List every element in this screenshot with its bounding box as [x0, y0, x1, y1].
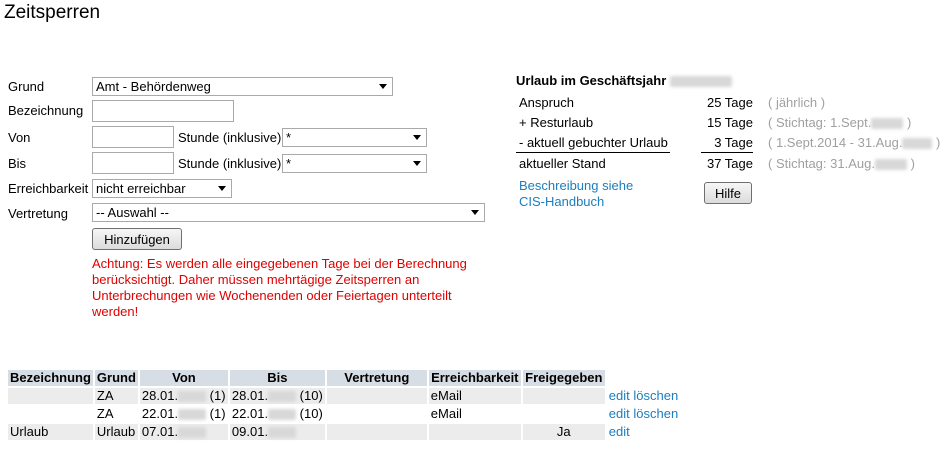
cell-von: 22.01. (1) [140, 406, 228, 422]
urlaub-row-note: ( jährlich ) [768, 95, 826, 110]
cell-bis: 28.01. (10) [231, 388, 323, 403]
cell-vertretung [327, 406, 427, 422]
table-row [8, 424, 683, 440]
von-date-input[interactable] [92, 126, 174, 148]
col-header-bis[interactable]: Bis [230, 370, 325, 386]
delete-link[interactable]: löschen [633, 406, 679, 421]
cell-bezeichnung [8, 406, 93, 422]
cell-bezeichnung: Urlaub [8, 424, 93, 440]
page-title: Zeitsperren [4, 2, 101, 23]
edit-link[interactable]: edit [608, 424, 630, 439]
grund-select-value: Amt - Behördenweg [96, 79, 211, 94]
urlaub-row-note: ( 1.Sept.2014 - 31.Aug. ) [768, 135, 941, 150]
erreichbarkeit-value: nicht erreichbar [96, 181, 186, 196]
urlaub-row-value: 3 Tage [714, 135, 753, 150]
cell-grund: ZA [95, 406, 138, 422]
cell-erreichbarkeit: eMail [429, 406, 521, 422]
urlaub-row-value: 37 Tage [706, 156, 753, 171]
von-label: Von [8, 130, 31, 145]
chevron-down-icon [471, 210, 479, 215]
grund-select[interactable] [92, 77, 393, 96]
cell-von: 28.01. (1) [140, 388, 228, 404]
urlaub-title-text: Urlaub im Geschäftsjahr [516, 73, 667, 88]
bis-stunde-value: * [286, 156, 292, 171]
erreichbarkeit-label: Erreichbarkeit [8, 181, 89, 196]
chevron-down-icon [413, 161, 421, 166]
urlaub-row-value: 15 Tage [706, 115, 753, 130]
urlaub-title [516, 73, 732, 88]
bezeichnung-input[interactable] [92, 100, 234, 122]
col-header-freigegeben[interactable]: Freigegeben [523, 370, 605, 386]
grund-label: Grund [8, 79, 45, 94]
vertretung-label: Vertretung [8, 206, 68, 221]
urlaub-row-label: aktueller Stand [519, 156, 606, 171]
col-header-vertretung[interactable]: Vertretung [327, 370, 427, 386]
delete-link[interactable]: löschen [633, 388, 679, 403]
cell-actions [607, 406, 683, 422]
warning-text: Achtung: Es werden alle eingegebenen Tage bei der Berechnung berücksichtigt. Daher müssen mehrtägige Zeitsperren an Unterbrechungen wie Wochenenden oder Feiertagen unterteilt werden! [92, 256, 467, 319]
zeitsperren-table [6, 368, 685, 442]
bis-stunde-label: Stunde (inklusive) [178, 156, 282, 171]
help-button[interactable]: Hilfe [704, 182, 752, 204]
cell-vertretung [327, 424, 427, 440]
cell-erreichbarkeit [429, 424, 521, 440]
cell-freigegeben: Ja [523, 424, 605, 440]
urlaub-row-value: 25 Tage [706, 95, 753, 110]
bis-date-input[interactable] [92, 152, 174, 174]
urlaub-row-label: - aktuell gebuchter Urlaub [519, 135, 668, 150]
divider [701, 152, 753, 153]
chevron-down-icon [218, 186, 226, 191]
cis-handbuch-link[interactable]: Beschreibung siehe CIS-Handbuch [519, 178, 634, 209]
edit-link[interactable]: edit [608, 388, 630, 403]
vertretung-value: -- Auswahl -- [96, 205, 169, 220]
urlaub-row-label: Anspruch [519, 95, 574, 110]
table-header-row [8, 370, 683, 386]
add-button[interactable]: Hinzufügen [92, 228, 182, 250]
cell-grund: ZA [95, 388, 138, 404]
chevron-down-icon [379, 84, 387, 89]
cell-freigegeben [523, 406, 605, 422]
divider [516, 152, 670, 153]
cell-bis: 22.01. (10) [231, 406, 323, 421]
urlaub-row-label: + Resturlaub [519, 115, 594, 130]
urlaub-row-note: ( Stichtag: 1.Sept. ) [768, 115, 912, 130]
col-header-bezeichnung[interactable]: Bezeichnung [10, 370, 91, 385]
cell-erreichbarkeit: eMail [429, 388, 521, 404]
cell-actions [607, 388, 683, 404]
bis-label: Bis [8, 156, 27, 171]
cell-grund: Urlaub [95, 424, 138, 440]
col-header-von[interactable]: Von [140, 370, 228, 386]
col-header-erreichbarkeit[interactable]: Erreichbarkeit [429, 370, 521, 386]
bis-stunde-select[interactable] [282, 154, 427, 173]
table-row [8, 406, 683, 422]
erreichbarkeit-select[interactable] [92, 179, 232, 198]
chevron-down-icon [413, 135, 421, 140]
cell-vertretung [327, 388, 427, 404]
cell-bezeichnung [8, 388, 93, 404]
cell-von: 07.01. [140, 424, 228, 440]
vertretung-select[interactable] [92, 203, 485, 222]
table-row [8, 388, 683, 404]
redacted-year [670, 76, 732, 87]
cell-bis: 09.01. [230, 424, 325, 440]
cell-freigegeben [523, 388, 605, 404]
von-stunde-label: Stunde (inklusive) [178, 130, 282, 145]
col-header-grund[interactable]: Grund [96, 370, 136, 385]
von-stunde-value: * [286, 130, 292, 145]
edit-link[interactable]: edit [608, 406, 630, 421]
col-header-actions [607, 370, 683, 386]
urlaub-row-note: ( Stichtag: 31.Aug. ) [768, 156, 915, 171]
bezeichnung-label: Bezeichnung [8, 103, 84, 118]
cell-actions [607, 424, 683, 440]
von-stunde-select[interactable] [282, 128, 427, 147]
